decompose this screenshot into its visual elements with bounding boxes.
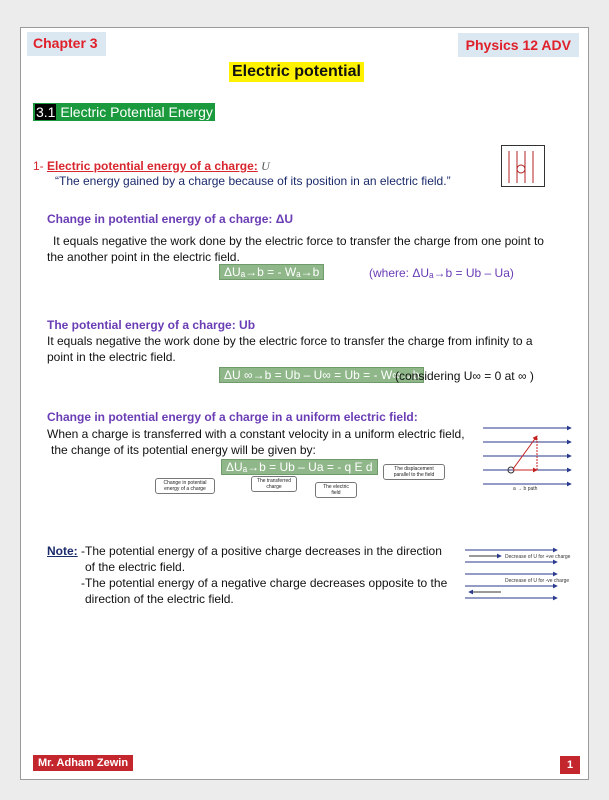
- uniform-figure-label: a → b path: [513, 486, 538, 492]
- change-line-1: It equals negative the work done by the electric force to transfer the charge from one point to: [53, 234, 544, 248]
- change-line-2: the another point in the electric field.: [47, 250, 240, 264]
- uniform-heading: Change in potential energy of a charge in a uniform electric field:: [47, 410, 418, 424]
- change-formula: ΔUₐ→b = - Wₐ→b: [219, 264, 324, 280]
- note-label: Note:: [47, 544, 78, 558]
- change-where: (where: ΔUₐ→b = Ub – Ua): [369, 266, 514, 280]
- uniform-formula: ΔUₐ→b = Ub – Ua = - q E d: [221, 459, 378, 475]
- uniform-line-2: the change of its potential energy will be given by:: [51, 443, 316, 457]
- section-heading: [33, 103, 215, 121]
- definition-heading-text: Electric potential energy of a charge:: [47, 159, 258, 173]
- note-line-1: -The potential energy of a positive charge decreases in the direction: [77, 544, 442, 558]
- section-number: 3.1: [36, 104, 56, 120]
- note-figure-pos: Decrease of U for +ve charge: [505, 554, 571, 560]
- change-heading: Change in potential energy of a charge: ΔU: [47, 212, 293, 226]
- course-label: Physics 12 ADV: [458, 33, 579, 57]
- note-line-1-wrap: [47, 544, 442, 558]
- note-field-figure: [465, 544, 571, 608]
- definition-heading: [33, 159, 270, 174]
- definition-quote: “The energy gained by a charge because of its position in an electric field.”: [55, 174, 451, 188]
- chapter-label: Chapter 3: [27, 32, 106, 56]
- callout-charge: The transferred charge: [251, 476, 297, 492]
- callout-displacement: The displacement parallel to the field: [383, 464, 445, 480]
- potential-line-1: It equals negative the work done by the electric force to transfer the charge from infinity to a: [47, 334, 533, 348]
- uniform-line-1: When a charge is transferred with a constant velocity in a uniform electric field,: [47, 427, 465, 441]
- page-number: 1: [560, 756, 580, 774]
- potential-considering: (considering U∞ = 0 at ∞ ): [395, 369, 534, 383]
- field-figure-top: [501, 145, 545, 187]
- definition-symbol: U: [261, 159, 270, 173]
- uniform-field-figure: [483, 422, 573, 492]
- callout-change: Change in potential energy of a charge: [155, 478, 215, 494]
- author-label: Mr. Adham Zewin: [33, 755, 133, 771]
- section-title: Electric Potential Energy: [60, 104, 213, 120]
- callout-field: The electric field: [315, 482, 357, 498]
- document-page: [20, 27, 589, 780]
- potential-line-2: point in the electric field.: [47, 350, 176, 364]
- potential-heading: The potential energy of a charge: Ub: [47, 318, 256, 332]
- page-title: Electric potential: [229, 62, 364, 82]
- note-line-2: of the electric field.: [85, 560, 186, 574]
- note-line-4: direction of the electric field.: [85, 592, 234, 606]
- potential-formula: ΔU ∞→b = Ub – U∞ = Ub = - W∞→b: [219, 367, 424, 383]
- definition-heading-number: 1-: [33, 159, 44, 173]
- note-line-3: -The potential energy of a negative charge decreases opposite to the: [81, 576, 448, 590]
- note-figure-neg: Decrease of U for -ve charge: [505, 578, 570, 584]
